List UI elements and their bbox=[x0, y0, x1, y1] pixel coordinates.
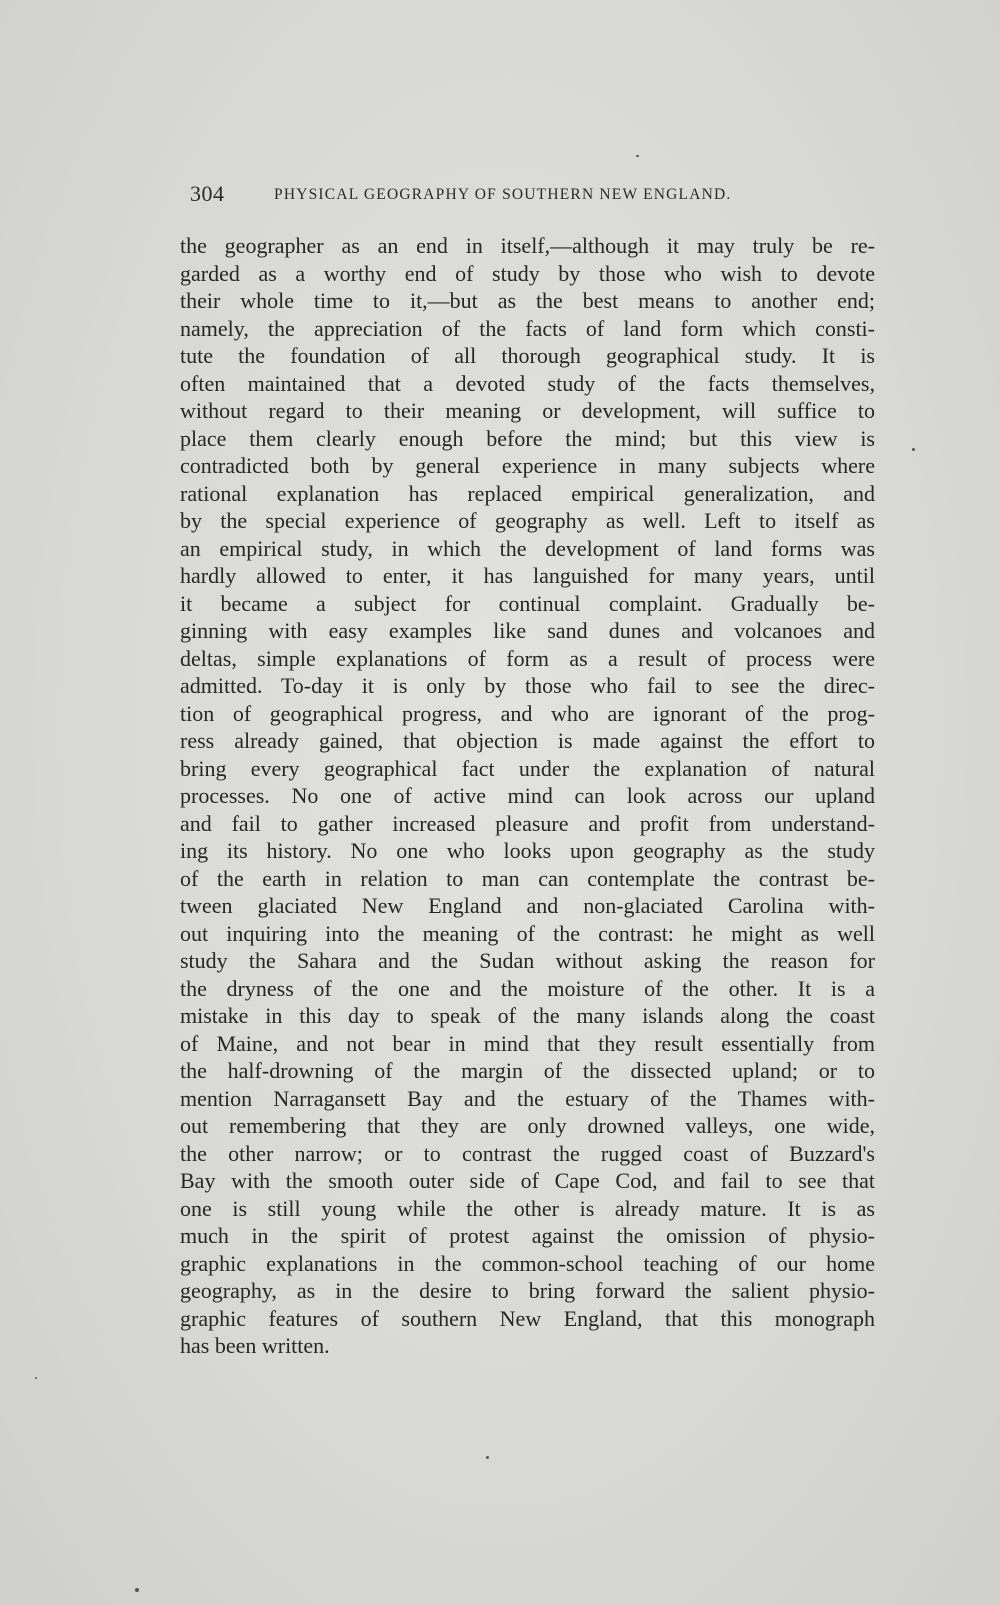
text-line: tween glaciated New England and non-glaciated Carolina with- bbox=[180, 893, 875, 918]
text-line: ing its history. No one who looks upon geography as the study bbox=[180, 838, 875, 863]
text-line: graphic explanations in the common-school teaching of our home bbox=[180, 1250, 875, 1276]
text-line: much in the spirit of protest against the omission of physio- bbox=[180, 1223, 875, 1248]
text-line: admitted. To-day it is only by those who fail to see the direc- bbox=[180, 673, 875, 698]
print-speck bbox=[35, 1377, 37, 1379]
text-line: out inquiring into the meaning of the contrast: he might as well bbox=[180, 920, 875, 946]
text-line: mention Narragansett Bay and the estuary of the Thames with- bbox=[180, 1085, 875, 1111]
text-line: has been written. bbox=[180, 1333, 330, 1358]
text-line: one is still young while the other is already mature. It is as bbox=[180, 1195, 875, 1221]
text-line: ginning with easy examples like sand dunes and volcanoes and bbox=[180, 618, 875, 643]
text-line: of Maine, and not bear in mind that they result essentially from bbox=[180, 1030, 875, 1056]
text-line: rational explanation has replaced empirical generalization, and bbox=[180, 480, 875, 506]
text-line: the other narrow; or to contrast the rugged coast of Buzzard's bbox=[180, 1140, 875, 1166]
text-line: the dryness of the one and the moisture of the other. It is a bbox=[180, 975, 875, 1001]
text-line: their whole time to it,—but as the best means to another end; bbox=[180, 288, 875, 313]
text-line: the geographer as an end in itself,—although it may truly be re- bbox=[180, 233, 875, 258]
text-line: of the earth in relation to man can contemplate the contrast be- bbox=[180, 865, 875, 891]
page-header bbox=[190, 181, 830, 211]
text-line: mistake in this day to speak of the many islands along the coast bbox=[180, 1003, 875, 1028]
text-line: Bay with the smooth outer side of Cape Cod, and fail to see that bbox=[180, 1168, 875, 1193]
text-line: hardly allowed to enter, it has languished for many years, until bbox=[180, 563, 875, 588]
text-line: bring every geographical fact under the explanation of natural bbox=[180, 755, 875, 781]
text-line: out remembering that they are only drowned valleys, one wide, bbox=[180, 1113, 875, 1138]
text-line: it became a subject for continual complaint. Gradually be- bbox=[180, 590, 875, 616]
text-line: geography, as in the desire to bring forward the salient physio- bbox=[180, 1278, 875, 1303]
text-line: contradicted both by general experience in many subjects where bbox=[180, 453, 875, 478]
print-speck bbox=[912, 448, 915, 451]
text-line: place them clearly enough before the mind; but this view is bbox=[180, 425, 875, 451]
text-line: tute the foundation of all thorough geographical study. It is bbox=[180, 343, 875, 368]
text-line: the half-drowning of the margin of the dissected upland; or to bbox=[180, 1058, 875, 1083]
text-line: an empirical study, in which the development of land forms was bbox=[180, 535, 875, 561]
print-speck bbox=[486, 1456, 489, 1459]
page-number: 304 bbox=[190, 181, 225, 206]
text-line: namely, the appreciation of the facts of land form which consti- bbox=[180, 315, 875, 341]
text-line: processes. No one of active mind can look across our upland bbox=[180, 783, 875, 808]
text-line: garded as a worthy end of study by those who wish to devote bbox=[180, 260, 875, 286]
text-line: and fail to gather increased pleasure and profit from understand- bbox=[180, 810, 875, 836]
text-line: deltas, simple explanations of form as a result of process were bbox=[180, 645, 875, 671]
text-line: without regard to their meaning or development, will suffice to bbox=[180, 398, 875, 423]
print-speck bbox=[636, 155, 639, 157]
text-line: tion of geographical progress, and who are ignorant of the prog- bbox=[180, 700, 875, 726]
text-line: graphic features of southern New England, that this monograph bbox=[180, 1305, 875, 1331]
text-line: often maintained that a devoted study of the facts themselves, bbox=[180, 370, 875, 396]
print-speck bbox=[135, 1588, 139, 1592]
running-head: PHYSICAL GEOGRAPHY OF SOUTHERN NEW ENGLAND. bbox=[274, 186, 732, 203]
text-line: ress already gained, that objection is made against the effort to bbox=[180, 728, 875, 753]
body-text bbox=[180, 232, 890, 1360]
text-line: by the special experience of geography as well. Left to itself as bbox=[180, 508, 875, 533]
text-line: study the Sahara and the Sudan without asking the reason for bbox=[180, 948, 875, 973]
